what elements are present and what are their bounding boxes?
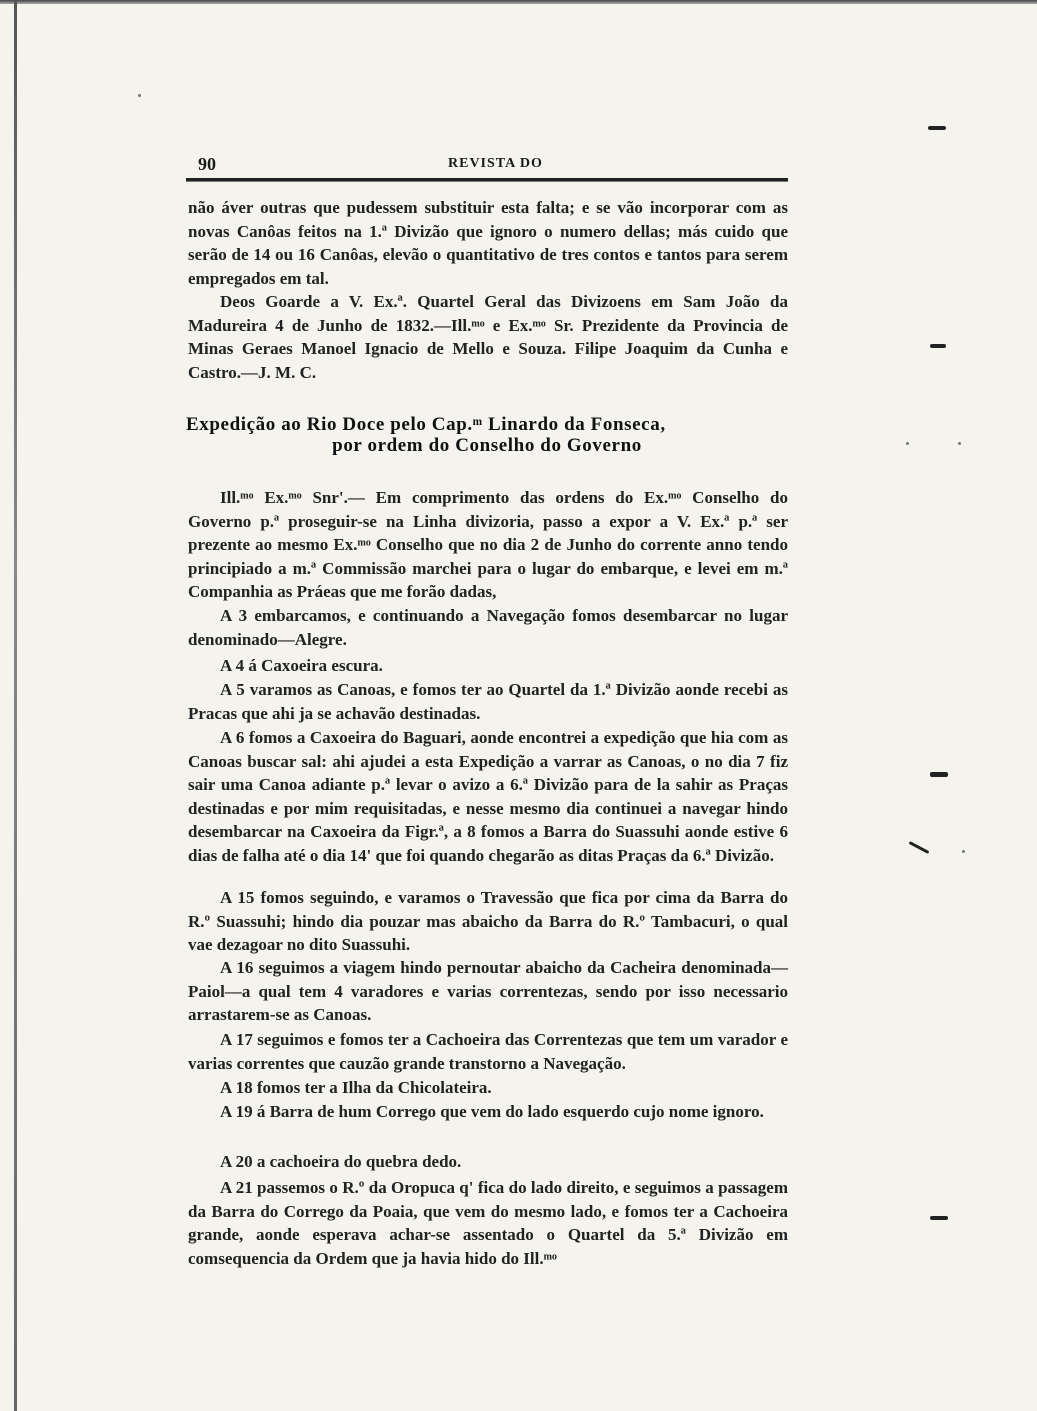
body-paragraph: A 20 a cachoeira do quebra dedo.: [220, 1152, 462, 1171]
body-paragraph: A 4 á Caxoeira escura.: [220, 656, 383, 675]
margin-mark: [930, 772, 948, 777]
running-title: REVISTA DO: [448, 156, 543, 171]
body-paragraph: A 6 fomos a Caxoeira do Baguari, aonde encontrei a expedição que hia com as Canoas buscar sal: ahi ajudei a esta Expedição a varrar as Canoas, o no dia 7 fiz sair uma Canoa adiante p.ª levar o avizo a 6.ª Divizão para de la sahir as Praças destinadas e por mim requisitadas, e nesse mesmo dia continuei a navegar hindo desembarcar na Caxoeira da Figr.ª, a 8 fomos a Barra do Suassuhi aonde estive 6 dias de falha até o dia 14' que foi quando chegarão as ditas Praças da 6.ª Divizão.: [188, 728, 788, 865]
body-paragraph: Ill.ᵐᵒ Ex.ᵐᵒ Snr'.— Em comprimento das ordens do Ex.ᵐᵒ Conselho do Governo p.ª proseguir-se na Linha divizoria, passo a expor a V. Ex.ª p.ª ser prezente ao mesmo Ex.ᵐᵒ Conselho que no dia 2 de Junho do corrente anno tendo principiado a m.ª Commissão marchei para o lugar do embarque, e levei em m.ª Companhia as Práeas que me forão dadas,: [188, 488, 788, 601]
margin-mark: [930, 344, 946, 348]
page-top-edge: [0, 0, 1037, 4]
margin-mark: [928, 126, 946, 130]
body-paragraph: A 16 seguimos a viagem hindo pernoutar abaicho da Cacheira denominada—Paiol—a qual tem 4 varadores e varias correntezas, sendo por isso necessario arrastarem-se as Canoas.: [188, 958, 788, 1024]
header-rule: [186, 178, 788, 182]
section-heading-line1: Expedição ao Rio Doce pelo Cap.ᵐ Linardo da Fonseca,: [186, 414, 666, 435]
page-left-edge: [14, 0, 17, 1411]
speck: [906, 442, 909, 445]
paragraph-closing: Deos Goarde a V. Ex.ª. Quartel Geral das Divizoens em Sam João da Madureira 4 de Junho de 1832.—Ill.ᵐᵒ e Ex.ᵐᵒ Sr. Prezidente da Provincia de Minas Geraes Manoel Ignacio de Mello e Souza. Filipe Joaquim da Cunha e Castro.—J. M. C.: [188, 292, 788, 382]
speck: [138, 94, 141, 97]
body-paragraph: A 15 fomos seguindo, e varamos o Travessão que fica por cima da Barra do R.º Suassuhi; hindo dia pouzar mas abaicho da Barra do R.º Tambacuri, o qual vae dezagoar no dito Suassuhi.: [188, 888, 788, 954]
body-paragraph: A 3 embarcamos, e continuando a Navegação fomos desembarcar no lugar denominado—Alegre.: [188, 606, 788, 649]
body-paragraph: A 17 seguimos e fomos ter a Cachoeira das Correntezas que tem um varador e varias correntes que cauzão grande transtorno a Navegação.: [188, 1030, 788, 1073]
page-number: 90: [198, 154, 216, 174]
page-header: [186, 154, 788, 178]
speck: [962, 850, 965, 853]
margin-mark: [930, 1216, 948, 1220]
speck: [958, 442, 961, 445]
paragraph-continuation: não áver outras que pudessem substituir esta falta; e se vão incorporar com as novas Canôas feitos na 1.ª Divizão que ignoro o numero dellas; más cuido que serão de 14 ou 16 Canôas, elevão o quantitativo de tres contos e tantos para serem empregados em tal.: [188, 198, 788, 288]
body-paragraph: A 5 varamos as Canoas, e fomos ter ao Quartel da 1.ª Divizão aonde recebi as Pracas que ahi ja se achavão destinadas.: [188, 680, 788, 723]
section-heading-line2: por ordem do Conselho do Governo: [332, 435, 642, 456]
body-paragraph: A 18 fomos ter a Ilha da Chicolateira.: [220, 1078, 492, 1097]
body-paragraph: A 19 á Barra de hum Corrego que vem do lado esquerdo cujo nome ignoro.: [220, 1102, 764, 1121]
margin-mark: [909, 841, 930, 854]
section-heading: [186, 414, 788, 456]
body-paragraph: A 21 passemos o R.º da Oropuca q' fica do lado direito, e seguimos a passagem da Barra do Corrego da Poaia, que vem do mesmo lado, e fomos ter a Cachoeira grande, aonde esperava achar-se assentado o Quartel da 5.ª Divizão em comsequencia da Ordem que ja havia hido do Ill.ᵐᵒ: [188, 1178, 788, 1268]
